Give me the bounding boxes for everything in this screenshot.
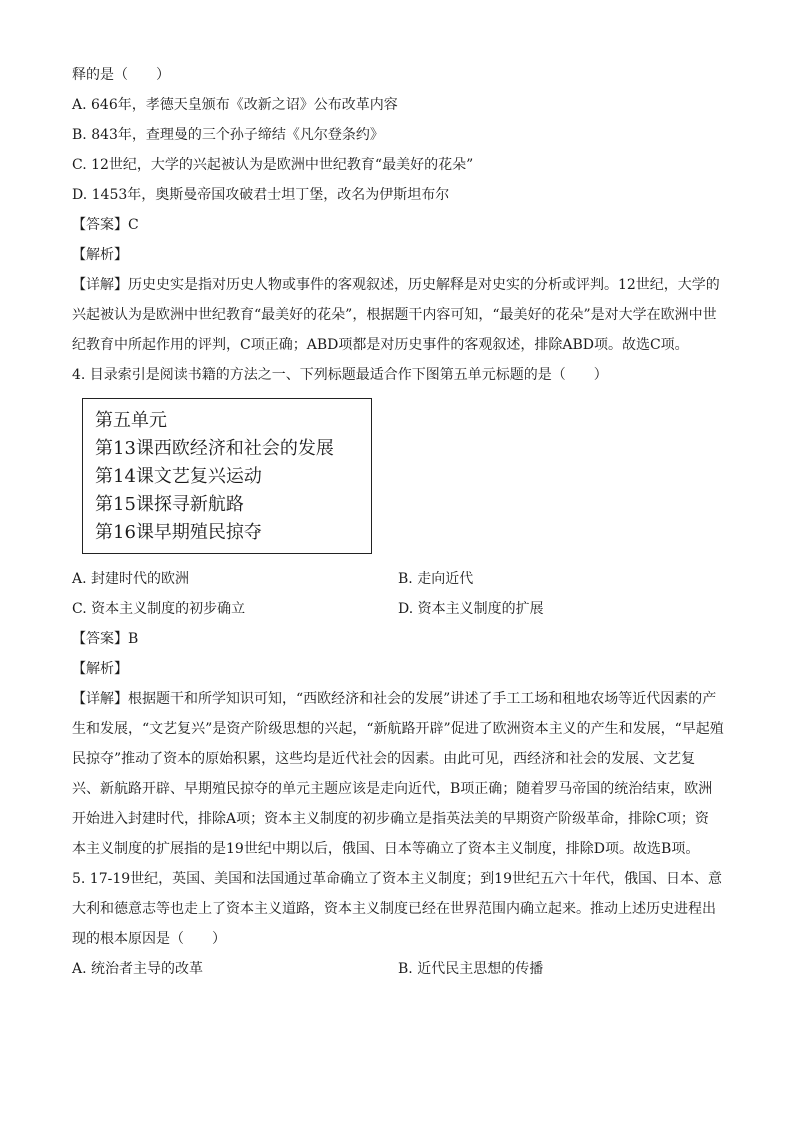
q4-option-c: C. 资本主义制度的初步确立 [72,601,246,617]
q5-stem-line-1: 5. 17-19世纪，英国、美国和法国通过革命确立了资本主义制度；到19世纪五六十年代，俄国、日本、意 [72,871,722,887]
toc-figure [82,398,372,554]
q4-option-d: D. 资本主义制度的扩展 [398,601,544,617]
q4-option-a: A. 封建时代的欧洲 [72,571,190,587]
q4-answer: 【答案】B [72,631,139,647]
q3-option-d: D. 1453年，奥斯曼帝国攻破君士坦丁堡，改名为伊斯坦布尔 [72,187,450,203]
q4-option-b: B. 走向近代 [398,571,474,587]
document-page [72,60,724,984]
q5-stem-line-2: 大利和德意志等也走上了资本主义道路，资本主义制度已经在世界范围内确立起来。推动上述历史进程出 [72,901,716,917]
q4-detail-line-2: 生和发展，“文艺复兴”是资产阶级思想的兴起，“新航路开辟”促进了欧洲资本主义的产生和发展，“早起殖 [72,721,724,737]
q5-option-a: A. 统治者主导的改革 [72,961,204,977]
q3-stem-tail: 释的是（ ） [72,67,170,83]
toc-lesson-15: 第15课探寻新航路 [95,494,244,515]
q4-options-row-2 [72,594,724,624]
toc-unit-title: 第五单元 [95,410,167,431]
toc-lesson-16: 第16课早期殖民掠夺 [95,522,262,543]
q3-answer: 【答案】C [72,217,139,233]
q4-options-row-1 [72,564,724,594]
q3-option-c: C. 12世纪，大学的兴起被认为是欧洲中世纪教育“最美好的花朵” [72,157,474,173]
q4-stem: 4. 目录索引是阅读书籍的方法之一、下列标题最适合作下图第五单元标题的是（ ） [72,367,608,383]
toc-lesson-14: 第14课文艺复兴运动 [95,466,262,487]
q5-stem-line-3: 现的根本原因是（ ） [72,931,226,947]
q3-analysis-label: 【解析】 [72,247,128,263]
q3-detail-line-2: 兴起被认为是欧洲中世纪教育“最美好的花朵”，根据题干内容可知，“最美好的花朵”是对大学在欧洲中世 [72,307,717,323]
q5-option-b: B. 近代民主思想的传播 [398,961,544,977]
q4-detail-line-4: 兴、新航路开辟、早期殖民掠夺的单元主题应该是走向近代，B项正确；随着罗马帝国的统治结束，欧洲 [72,781,713,797]
q4-detail-line-3: 民掠夺”推动了资本的原始积累，这些均是近代社会的因素。由此可见，西经济和社会的发展、文艺复 [72,751,696,767]
q4-analysis-label: 【解析】 [72,661,128,677]
q3-option-a: A. 646年，孝德天皇颁布《改新之诏》公布改革内容 [72,97,398,113]
q4-detail-line-1: 【详解】根据题干和所学知识可知，“西欧经济和社会的发展”讲述了手工工场和租地农场等近代因素的产 [72,691,717,707]
q5-options-row-1 [72,954,724,984]
toc-lesson-13: 第13课西欧经济和社会的发展 [95,438,334,459]
q4-detail-line-5: 开始进入封建时代，排除A项；资本主义制度的初步确立是指英法美的早期资产阶级革命，排除C项；资 [72,811,709,827]
q3-option-b: B. 843年，查理曼的三个孙子缔结《凡尔登条约》 [72,127,384,143]
q3-detail-line-3: 纪教育中所起作用的评判，C项正确；ABD项都是对历史事件的客观叙述，排除ABD项。故选C项。 [72,337,689,353]
q3-detail-line-1: 【详解】历史史实是指对历史人物或事件的客观叙述，历史解释是对史实的分析或评判。12世纪，大学的 [72,277,720,293]
q4-detail-line-6: 本主义制度的扩展指的是19世纪中期以后，俄国、日本等确立了资本主义制度，排除D项。故选B项。 [72,841,700,857]
